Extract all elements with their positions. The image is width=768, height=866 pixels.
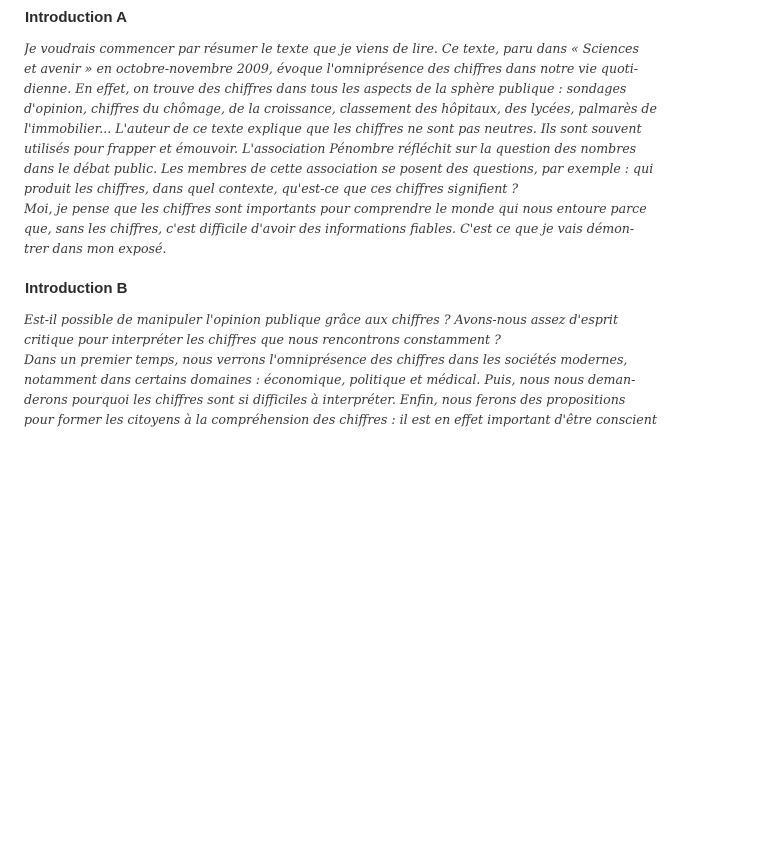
handwritten-text-introduction-b <box>24 310 722 430</box>
text-line: d'opinion, chiffres du chômage, de la croissance, classement des hôpitaux, des lycées, palmarès de <box>24 101 657 116</box>
text-line: Moi, je pense que les chiffres sont importants pour comprendre le monde qui nous entoure parce <box>24 201 647 216</box>
text-line: utilisés pour frapper et émouvoir. L'association Pénombre réfléchit sur la question des nombres <box>24 141 637 156</box>
text-line: notamment dans certains domaines : économique, politique et médical. Puis, nous nous deman- <box>24 372 636 387</box>
text-line: produit les chiffres, dans quel contexte, qu'est-ce que ces chiffres signifient ? <box>24 181 519 196</box>
section-title-introduction-a: Introduction A <box>25 9 127 26</box>
text-line: pour former les citoyens à la compréhension des chiffres : il est en effet important d'être conscient <box>24 412 657 427</box>
text-line: dienne. En effet, on trouve des chiffres dans tous les aspects de la sphère publique : sondages <box>24 81 627 96</box>
text-line: et avenir » en octobre-novembre 2009, évoque l'omniprésence des chiffres dans notre vie quoti- <box>24 61 639 76</box>
text-line: que, sans les chiffres, c'est difficile d'avoir des informations fiables. C'est ce que je vais démon- <box>24 221 635 236</box>
text-line: trer dans mon exposé. <box>24 241 167 256</box>
text-line: Dans un premier temps, nous verrons l'omniprésence des chiffres dans les sociétés modernes, <box>24 352 628 367</box>
text-line: derons pourquoi les chiffres sont si difficiles à interpréter. Enfin, nous ferons des propositions <box>24 392 626 407</box>
text-line: l'immobilier... L'auteur de ce texte explique que les chiffres ne sont pas neutres. Ils sont souvent <box>24 121 642 136</box>
handwritten-text-introduction-a <box>24 39 722 259</box>
section-title-introduction-b: Introduction B <box>25 280 128 297</box>
text-line: dans le débat public. Les membres de cette association se posent des questions, par exemple : qui <box>24 161 654 176</box>
text-line: critique pour interpréter les chiffres que nous rencontrons constamment ? <box>24 332 501 347</box>
text-line: Est-il possible de manipuler l'opinion publique grâce aux chiffres ? Avons-nous assez d'esprit <box>24 312 619 327</box>
blank-page-area <box>0 428 768 866</box>
text-line: Je voudrais commencer par résumer le texte que je viens de lire. Ce texte, paru dans « Sciences <box>24 41 639 56</box>
